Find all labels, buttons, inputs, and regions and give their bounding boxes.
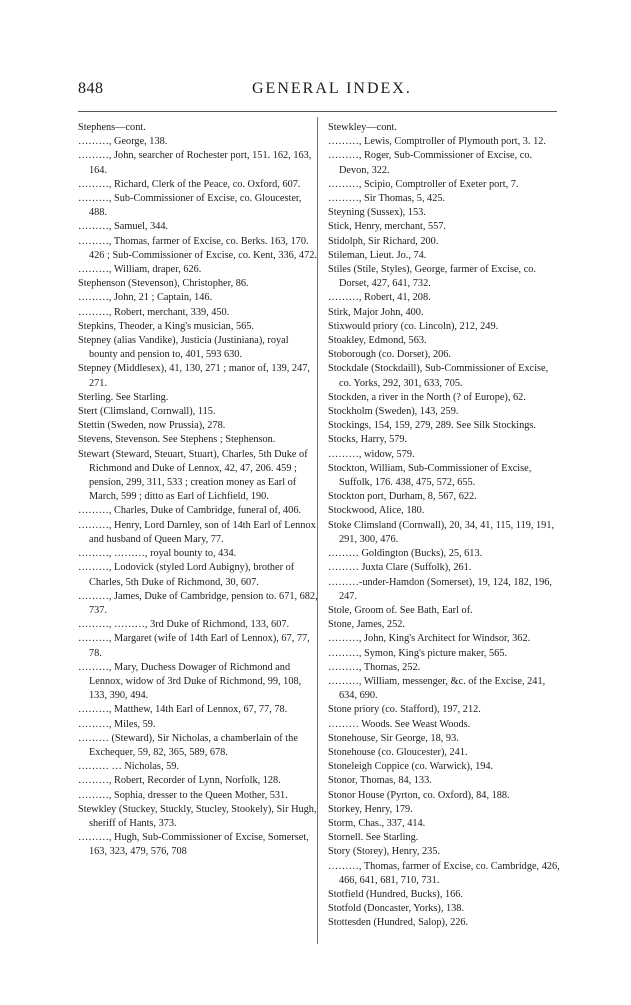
index-entry: ……… Woods. See Weast Woods. bbox=[328, 718, 471, 730]
index-entry: ………, John, searcher of Rochester port, 151. 162, 163, 164. bbox=[78, 150, 312, 176]
index-entry: ………, Thomas, farmer of Excise, co. Berks. 163, 170. 426 ; Sub-Commissioner of Excise, co. Kent, 336, 472. bbox=[78, 235, 317, 261]
index-entry: Stotfold (Doncaster, Yorks), 138. bbox=[328, 903, 465, 915]
index-entry: ………, Miles, 59. bbox=[78, 718, 156, 730]
index-entry: ………, Charles, Duke of Cambridge, funeral of, 406. bbox=[78, 505, 302, 517]
index-entry: Stottesden (Hundred, Salop), 226. bbox=[328, 917, 469, 929]
index-entry: Stockden, a river in the North (? of Europe), 62. bbox=[328, 391, 526, 403]
running-head: GENERAL INDEX. bbox=[252, 80, 412, 97]
index-entry: Stick, Henry, merchant, 557. bbox=[328, 221, 447, 233]
index-entry: Steyning (Sussex), 153. bbox=[328, 207, 426, 219]
index-entry: Stettin (Sweden, now Prussia), 278. bbox=[78, 420, 226, 432]
index-entry: Stidolph, Sir Richard, 200. bbox=[328, 235, 439, 247]
page-number: 848 bbox=[78, 80, 104, 97]
index-entry: ………, ………, royal bounty to, 434. bbox=[78, 548, 237, 560]
index-entry: Stoborough (co. Dorset), 206. bbox=[328, 349, 451, 361]
index-entry: Storm, Chas., 337, 414. bbox=[328, 817, 426, 829]
index-entry: ………-under-Hamdon (Somerset), 19, 124, 182, 196, 247. bbox=[328, 576, 553, 602]
index-entry: Stone priory (co. Stafford), 197, 212. bbox=[328, 704, 481, 716]
index-entry: Stornell. See Starling. bbox=[328, 832, 419, 844]
index-entry: ………, George, 138. bbox=[78, 136, 168, 148]
index-entry: ………, Scipio, Comptroller of Exeter port, 7. bbox=[328, 178, 519, 190]
index-entry: ………, Lodovick (styled Lord Aubigny), brother of Charles, 5th Duke of Richmond, 30, 607. bbox=[78, 562, 295, 588]
index-entry: Sterling. See Starling. bbox=[78, 391, 169, 403]
index-entry: ………, Sub-Commissioner of Excise, co. Gloucester, 488. bbox=[78, 193, 302, 219]
index-entry: Stockholm (Sweden), 143, 259. bbox=[328, 406, 459, 418]
index-entry: ………, Samuel, 344. bbox=[78, 221, 169, 233]
index-entry: Stepney (Middlesex), 41, 130, 271 ; manor of, 139, 247, 271. bbox=[78, 363, 310, 389]
index-column-right bbox=[328, 121, 560, 931]
index-entry: Stonehouse, Sir George, 18, 93. bbox=[328, 732, 459, 744]
index-entry: ……… Juxta Clare (Suffolk), 261. bbox=[328, 562, 472, 574]
index-entry: Stoke Climsland (Cornwall), 20, 34, 41, 115, 119, 191, 291, 300, 476. bbox=[328, 519, 555, 545]
index-entry: ………, Symon, King's picture maker, 565. bbox=[328, 647, 508, 659]
index-entry: ………, John, King's Architect for Windsor, 362. bbox=[328, 633, 531, 645]
index-entry: Stonor House (Pyrton, co. Oxford), 84, 188. bbox=[328, 789, 510, 801]
index-entry: Stephenson (Stevenson), Christopher, 86. bbox=[78, 278, 249, 290]
index-entry: Storkey, Henry, 179. bbox=[328, 803, 413, 815]
header-rule bbox=[78, 111, 557, 112]
index-entry: Stewkley—cont. bbox=[328, 122, 397, 133]
index-entry: Stert (Climsland, Cornwall), 115. bbox=[78, 406, 216, 418]
index-entry: ………, Thomas, 252. bbox=[328, 661, 421, 673]
index-entry: Stephens—cont. bbox=[78, 122, 146, 133]
index-entry: ………, William, draper, 626. bbox=[78, 264, 202, 276]
index-column-left bbox=[78, 121, 318, 860]
index-entry: ……… … Nicholas, 59. bbox=[78, 761, 179, 773]
index-entry: ………, widow, 579. bbox=[328, 448, 415, 460]
index-entry: ……… (Steward), Sir Nicholas, a chamberlain of the Exchequer, 59, 82, 365, 589, 678. bbox=[78, 732, 298, 758]
index-entry: ……… Goldington (Bucks), 25, 613. bbox=[328, 548, 483, 560]
index-entry: Stonehouse (co. Gloucester), 241. bbox=[328, 746, 468, 758]
index-entry: ………, Matthew, 14th Earl of Lennox, 67, 77, 78. bbox=[78, 704, 288, 716]
index-entry: Stoneleigh Coppice (co. Warwick), 194. bbox=[328, 761, 494, 773]
index-entry: Stirk, Major John, 400. bbox=[328, 306, 424, 318]
index-entry: Stole, Groom of. See Bath, Earl of. bbox=[328, 604, 473, 616]
index-entry: Stonor, Thomas, 84, 133. bbox=[328, 775, 432, 787]
index-entry: Stiles (Stile, Styles), George, farmer of Excise, co. Dorset, 427, 641, 732. bbox=[328, 264, 536, 290]
index-entry: ………, Sir Thomas, 5, 425. bbox=[328, 193, 446, 205]
index-entry: ………, Sophia, dresser to the Queen Mother, 531. bbox=[78, 789, 288, 801]
index-entry: Stoakley, Edmond, 563. bbox=[328, 335, 427, 347]
index-entry: Stepney (alias Vandike), Justicia (Justiniana), royal bounty and pension to, 401, 593 630. bbox=[78, 335, 289, 361]
index-entry: ………, Henry, Lord Darnley, son of 14th Earl of Lennox and husband of Queen Mary, 77. bbox=[78, 519, 316, 545]
index-entry: Stockwood, Alice, 180. bbox=[328, 505, 425, 517]
index-entry: ………, Robert, Recorder of Lynn, Norfolk, 128. bbox=[78, 775, 281, 787]
index-entry: Stockton, William, Sub-Commissioner of Excise, Suffolk, 176. 438, 475, 572, 655. bbox=[328, 462, 532, 489]
index-entry: ………, Richard, Clerk of the Peace, co. Oxford, 607. bbox=[78, 178, 301, 190]
index-entry: ………, Margaret (wife of 14th Earl of Lennox), 67, 77, 78. bbox=[78, 633, 310, 659]
index-entry: Stotfield (Hundred, Bucks), 166. bbox=[328, 888, 463, 900]
index-entry: Stone, James, 252. bbox=[328, 619, 405, 631]
index-entry: Stepkins, Theoder, a King's musician, 565. bbox=[78, 320, 254, 332]
index-entry: ………, Lewis, Comptroller of Plymouth port, 3. 12. bbox=[328, 136, 546, 148]
index-entry: Stevens, Stevenson. See Stephens ; Stephenson. bbox=[78, 434, 276, 446]
index-entry: Stewkley (Stuckey, Stuckly, Stucley, Stookely), Sir Hugh, sheriff of Hants, 373. bbox=[78, 803, 317, 829]
index-entry: Stockings, 154, 159, 279, 289. See Silk Stockings. bbox=[328, 420, 536, 432]
index-entry: ………, Robert, 41, 208. bbox=[328, 292, 431, 304]
index-entry: ………, Hugh, Sub-Commissioner of Excise, Somerset, 163, 323, 479, 576, 708 bbox=[78, 832, 309, 858]
index-entry: Story (Storey), Henry, 235. bbox=[328, 846, 441, 858]
index-entry: Stixwould priory (co. Lincoln), 212, 249. bbox=[328, 320, 499, 332]
index-entry: Stewart (Steward, Steuart, Stuart), Charles, 5th Duke of Richmond and Duke of Lennox, 42, 47, 206. 459 ; pension, 299, 311, 533 ; creation money as Earl of March, 599 ; ditto as Earl of Lichfield, 190. bbox=[78, 448, 308, 503]
index-entry: ………, John, 21 ; Captain, 146. bbox=[78, 292, 213, 304]
index-entry: ………, Roger, Sub-Commissioner of Excise, co. Devon, 322. bbox=[328, 150, 533, 176]
index-entry: Stocks, Harry, 579. bbox=[328, 434, 408, 446]
index-entry: ………, Thomas, farmer of Excise, co. Cambridge, 426, 466, 641, 681, 710, 731. bbox=[328, 860, 560, 886]
index-entry: ………, James, Duke of Cambridge, pension to. 671, 682, 737. bbox=[78, 590, 318, 616]
index-entry: ………, ………, 3rd Duke of Richmond, 133, 607. bbox=[78, 619, 290, 631]
index-entry: ………, Robert, merchant, 339, 450. bbox=[78, 306, 230, 318]
index-entry: Stileman, Lieut. Jo., 74. bbox=[328, 249, 427, 261]
index-entry: ………, William, messenger, &c. of the Excise, 241, 634, 690. bbox=[328, 675, 546, 702]
index-entry: Stockdale (Stockdaill), Sub-Commissioner of Excise, co. Yorks, 292, 301, 633, 705. bbox=[328, 363, 549, 389]
index-entry: Stockton port, Durham, 8, 567, 622. bbox=[328, 491, 477, 503]
index-entry: ………, Mary, Duchess Dowager of Richmond and Lennox, widow of 3rd Duke of Richmond, 99, 108, 133, 390, 494. bbox=[78, 661, 302, 702]
